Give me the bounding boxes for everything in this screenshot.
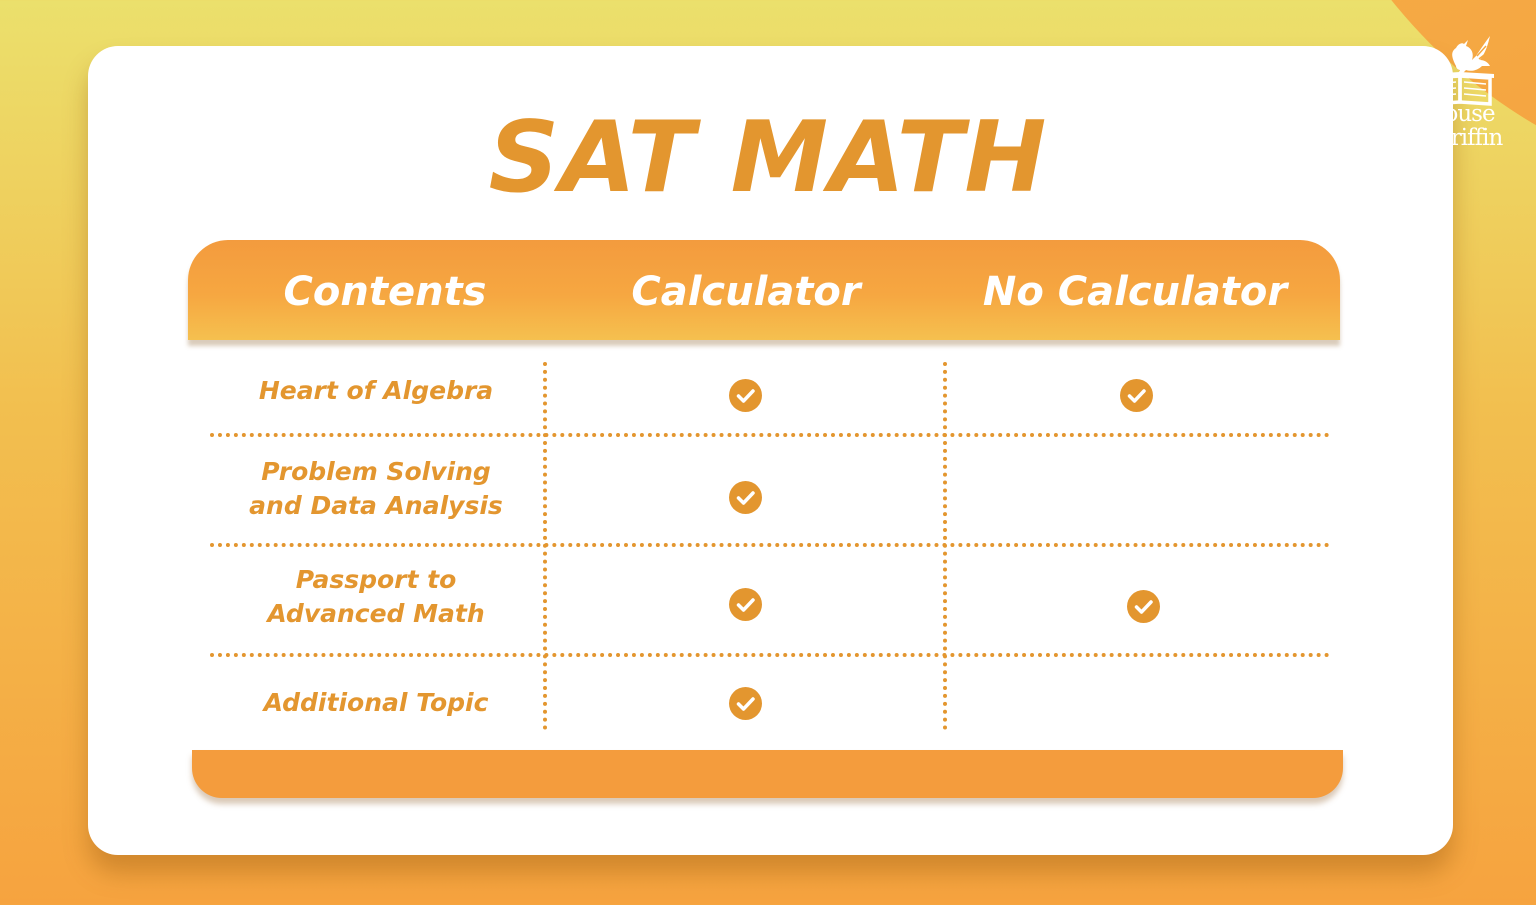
row-label-line: Heart of Algebra [258, 376, 494, 405]
row-divider [210, 433, 1330, 437]
row-label-line: Additional Topic [263, 688, 489, 717]
row-label-problem-solving [208, 455, 544, 523]
check-circle-icon [729, 379, 762, 412]
row-label-heart-of-algebra [208, 374, 544, 408]
row-divider [210, 653, 1330, 657]
table-footer-bar [192, 750, 1343, 798]
row-label-line: Problem Solving [261, 457, 491, 486]
logo-text-house: House [1425, 101, 1495, 127]
logo-text-griffin: Griffin [1433, 125, 1503, 151]
row-label-line: and Data Analysis [249, 491, 503, 520]
logo-text-of: of [1421, 134, 1434, 148]
check-circle-icon [729, 481, 762, 514]
header-contents: Contents [283, 269, 487, 315]
page-title: SAT MATH [488, 101, 1048, 215]
row-label-line: Passport to [295, 565, 457, 594]
row-label-additional-topic [208, 686, 544, 720]
header-calculator: Calculator [631, 269, 861, 315]
check-circle-icon [1120, 379, 1153, 412]
check-circle-icon [1127, 590, 1160, 623]
griffin-book-icon [1422, 30, 1498, 108]
row-label-passport-to-advanced-math [208, 563, 544, 631]
check-circle-icon [729, 687, 762, 720]
row-divider [210, 543, 1330, 547]
header-no-calculator: No Calculator [982, 269, 1288, 315]
row-label-line: Advanced Math [267, 599, 485, 628]
check-circle-icon [729, 588, 762, 621]
